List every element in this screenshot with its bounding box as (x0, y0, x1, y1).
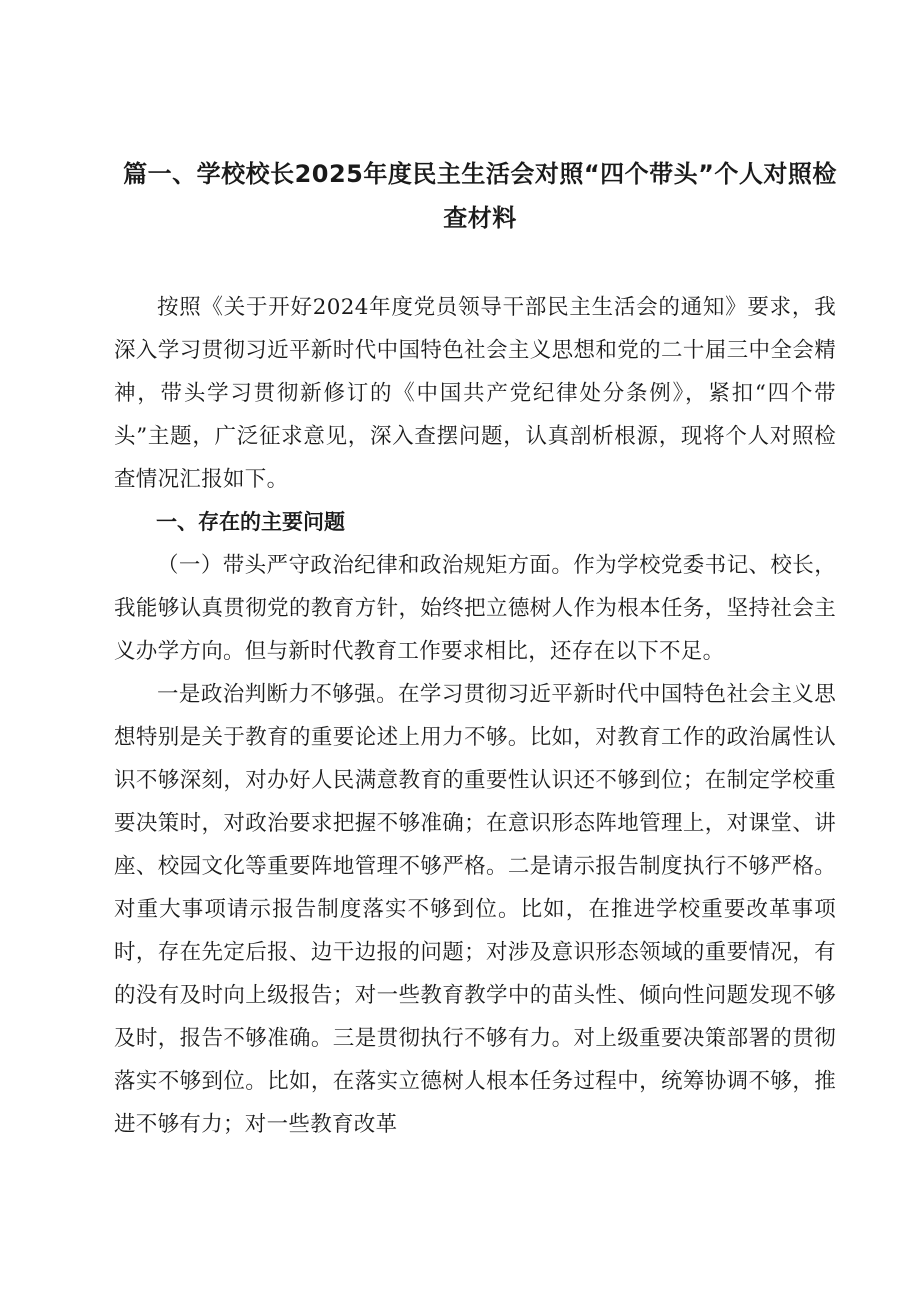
document-body (114, 286, 836, 1146)
subsection-paragraph: （一）带头严守政治纪律和政治规矩方面。作为学校党委书记、校长，我能够认真贯彻党的教育方针，始终把立德树人作为根本任务，坚持社会主义办学方向。但与新时代教育工作要求相比，还存在以下不足。 (114, 553, 836, 664)
title-line-2: 查材料 (443, 204, 517, 232)
section-heading: 一、存在的主要问题 (156, 510, 345, 534)
title-line-1: 篇一、学校校长2025年度民主生活会对照“四个带头”个人对照检 (123, 160, 837, 188)
intro-paragraph: 按照《关于开好2024年度党员领导干部民主生活会的通知》要求，我深入学习贯彻习近平新时代中国特色社会主义思想和党的二十届三中全会精神，带头学习贯彻新修订的《中国共产党纪律处分条例》，紧扣“四个带头”主题，广泛征求意见，深入查摆问题，认真剖析根源，现将个人对照检查情况汇报如下。 (114, 295, 836, 492)
document-title (110, 152, 850, 240)
problems-paragraph: 一是政治判断力不够强。在学习贯彻习近平新时代中国特色社会主义思想特别是关于教育的重要论述上用力不够。比如，对教育工作的政治属性认识不够深刻，对办好人民满意教育的重要性认识还不够到位；在制定学校重要决策时，对政治要求把握不够准确；在意识形态阵地管理上，对课堂、讲座、校园文化等重要阵地管理不够严格。二是请示报告制度执行不够严格。对重大事项请示报告制度落实不够到位。比如，在推进学校重要改革事项时，存在先定后报、边干边报的问题；对涉及意识形态领域的重要情况，有的没有及时向上级报告；对一些教育教学中的苗头性、倾向性问题发现不够及时，报告不够准确。三是贯彻执行不够有力。对上级重要决策部署的贯彻落实不够到位。比如，在落实立德树人根本任务过程中，统筹协调不够，推进不够有力；对一些教育改革 (114, 682, 836, 1137)
